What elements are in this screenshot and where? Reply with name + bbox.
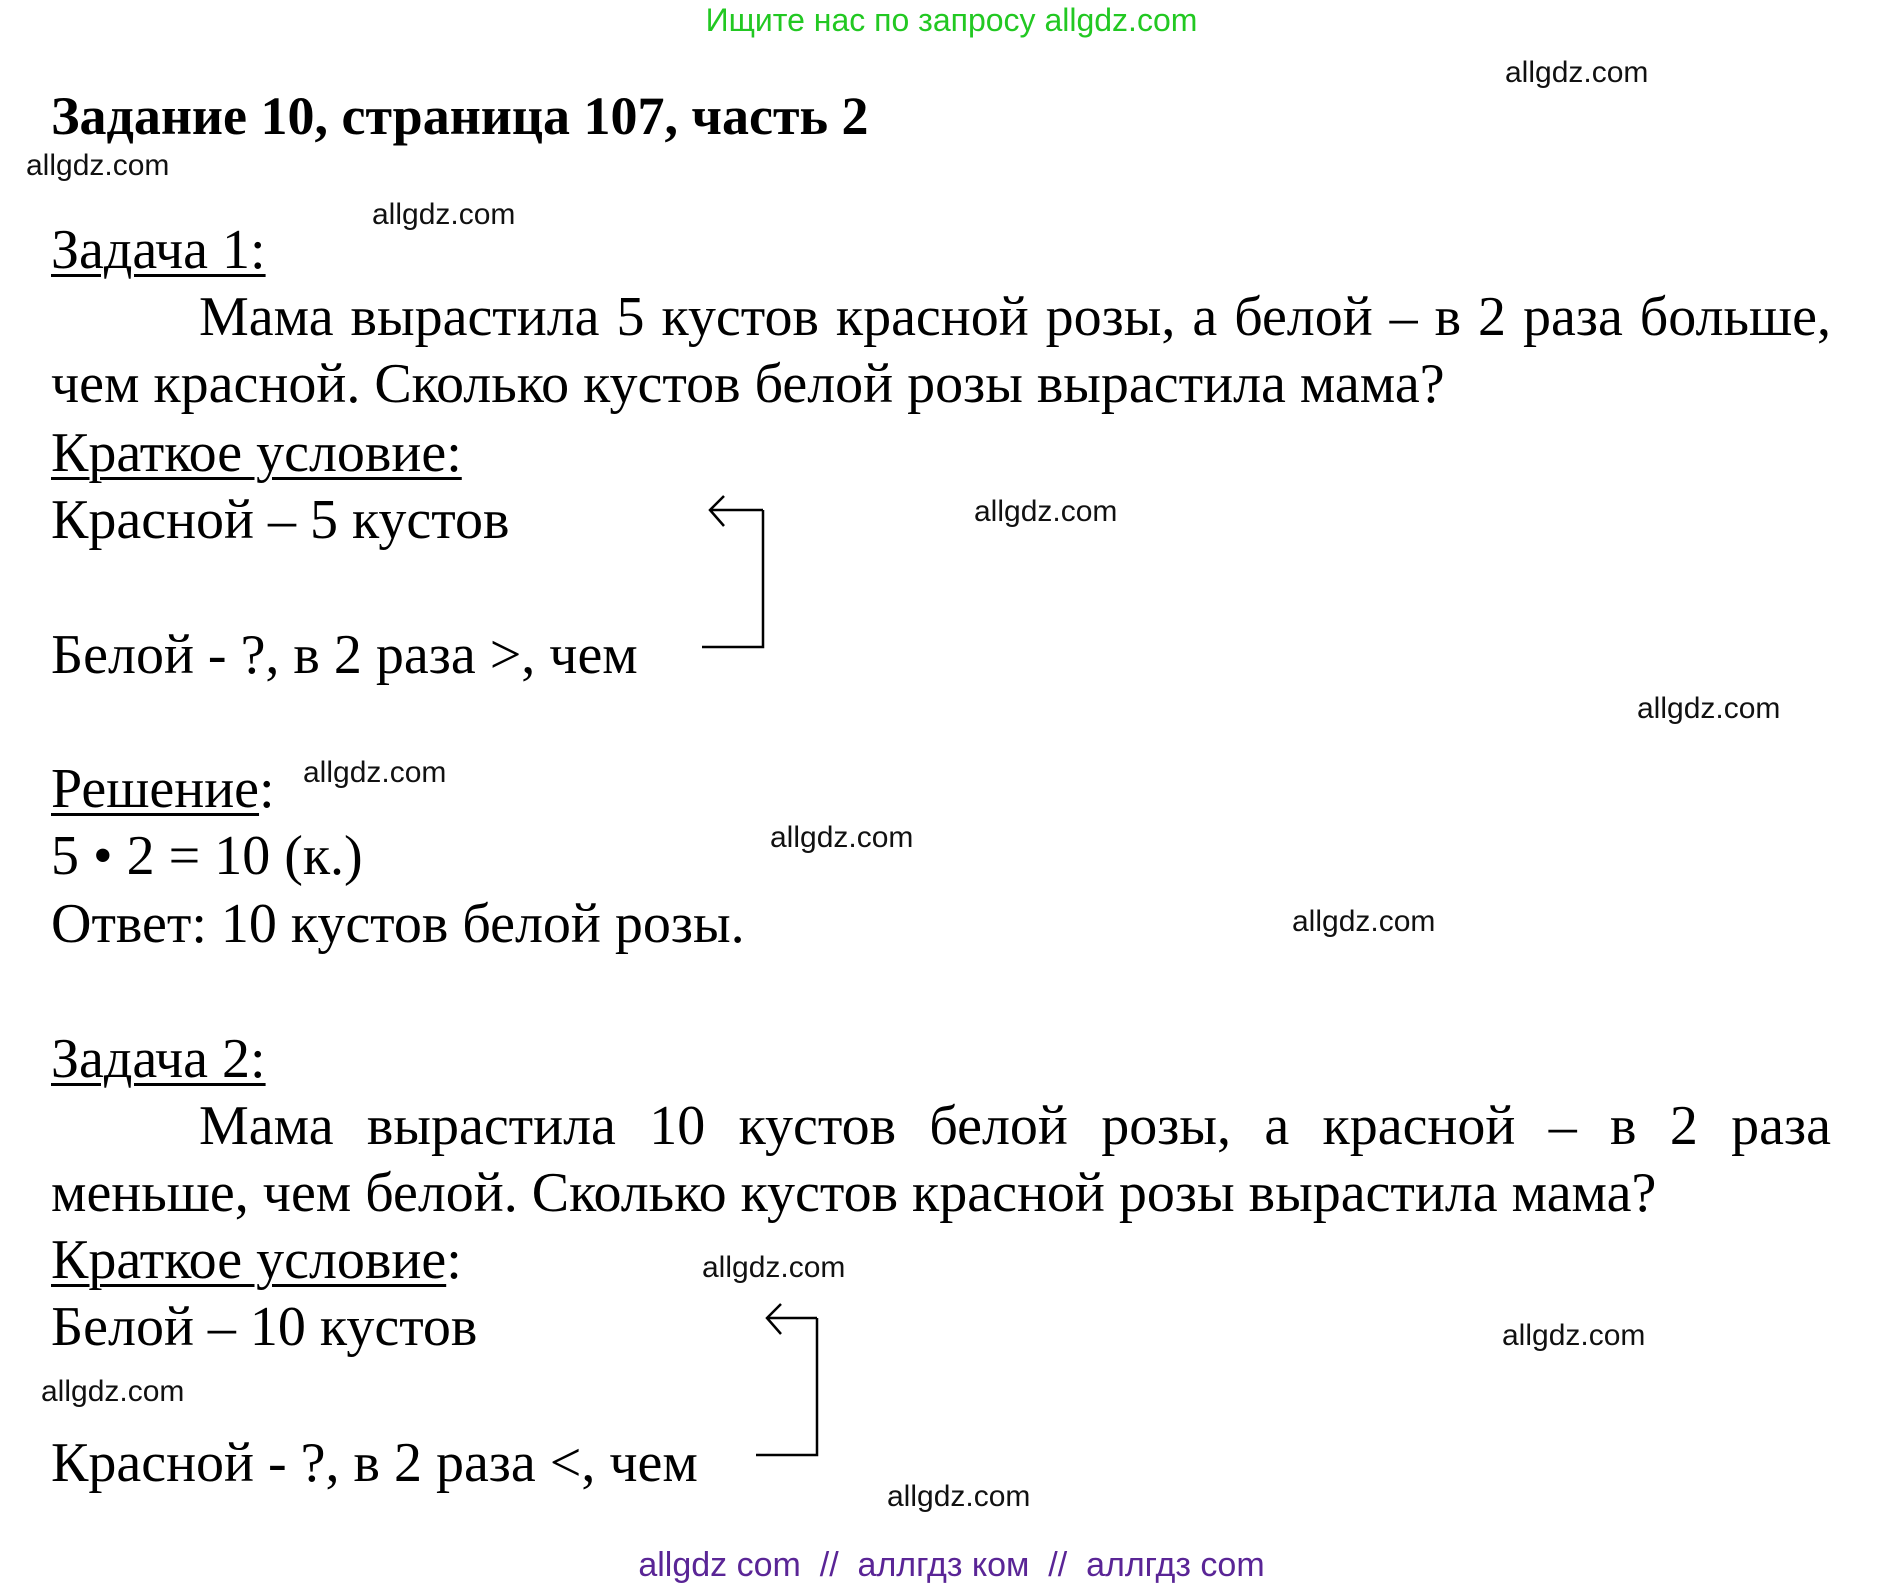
watermark: allgdz.com: [1637, 692, 1781, 725]
task2-condition-heading: Краткое условие: [51, 1229, 447, 1291]
watermark: allgdz.com: [26, 149, 170, 182]
task1-condition-line2: Белой - ?, в 2 раза >, чем: [51, 624, 638, 686]
task1-condition-line1: Красной – 5 кустов: [51, 489, 510, 551]
task1-solution: 5 • 2 = 10 (к.): [51, 825, 363, 887]
watermark: allgdz.com: [1502, 1319, 1646, 1352]
task1-text-line2: чем красной. Сколько кустов белой розы вырастила мама?: [51, 353, 1445, 415]
watermark: allgdz.com: [702, 1251, 846, 1284]
watermark: allgdz.com: [974, 495, 1118, 528]
task2-text-line2: меньше, чем белой. Сколько кустов красной розы вырастила мама?: [51, 1162, 1657, 1224]
task2-condition-line1: Белой – 10 кустов: [51, 1296, 478, 1358]
page-title: Задание 10, страница 107, часть 2: [51, 86, 869, 146]
task1-solution-heading: Решение: [51, 758, 260, 820]
watermark: allgdz.com: [1292, 905, 1436, 938]
task1-answer: Ответ: 10 кустов белой розы.: [51, 893, 745, 955]
watermark: allgdz.com: [887, 1480, 1031, 1513]
watermark: allgdz.com: [372, 198, 516, 231]
search-banner: Ищите нас по запросу allgdz.com: [705, 2, 1198, 38]
watermark: allgdz.com: [41, 1375, 185, 1408]
watermark: allgdz.com: [303, 756, 447, 789]
task2-condition-colon: :: [446, 1229, 462, 1291]
task1-solution-colon: :: [259, 758, 275, 820]
task2-heading: Задача 2:: [51, 1028, 266, 1090]
bracket-arrow-icon: [756, 1304, 817, 1455]
footer-links: allgdz com // аллгдз ком // аллгдз com: [638, 1546, 1265, 1584]
task2-text-line1: Мама вырастила 10 кустов белой розы, а красной – в 2 раза: [199, 1095, 1831, 1157]
task2-condition-line2: Красной - ?, в 2 раза <, чем: [51, 1432, 698, 1494]
task1-heading: Задача 1:: [51, 219, 266, 281]
watermark: allgdz.com: [770, 821, 914, 854]
bracket-arrow-icon: [702, 496, 763, 647]
task1-text-line1: Мама вырастила 5 кустов красной розы, а белой – в 2 раза больше,: [199, 286, 1831, 348]
task1-condition-heading: Краткое условие:: [51, 422, 462, 484]
watermark: allgdz.com: [1505, 56, 1649, 89]
